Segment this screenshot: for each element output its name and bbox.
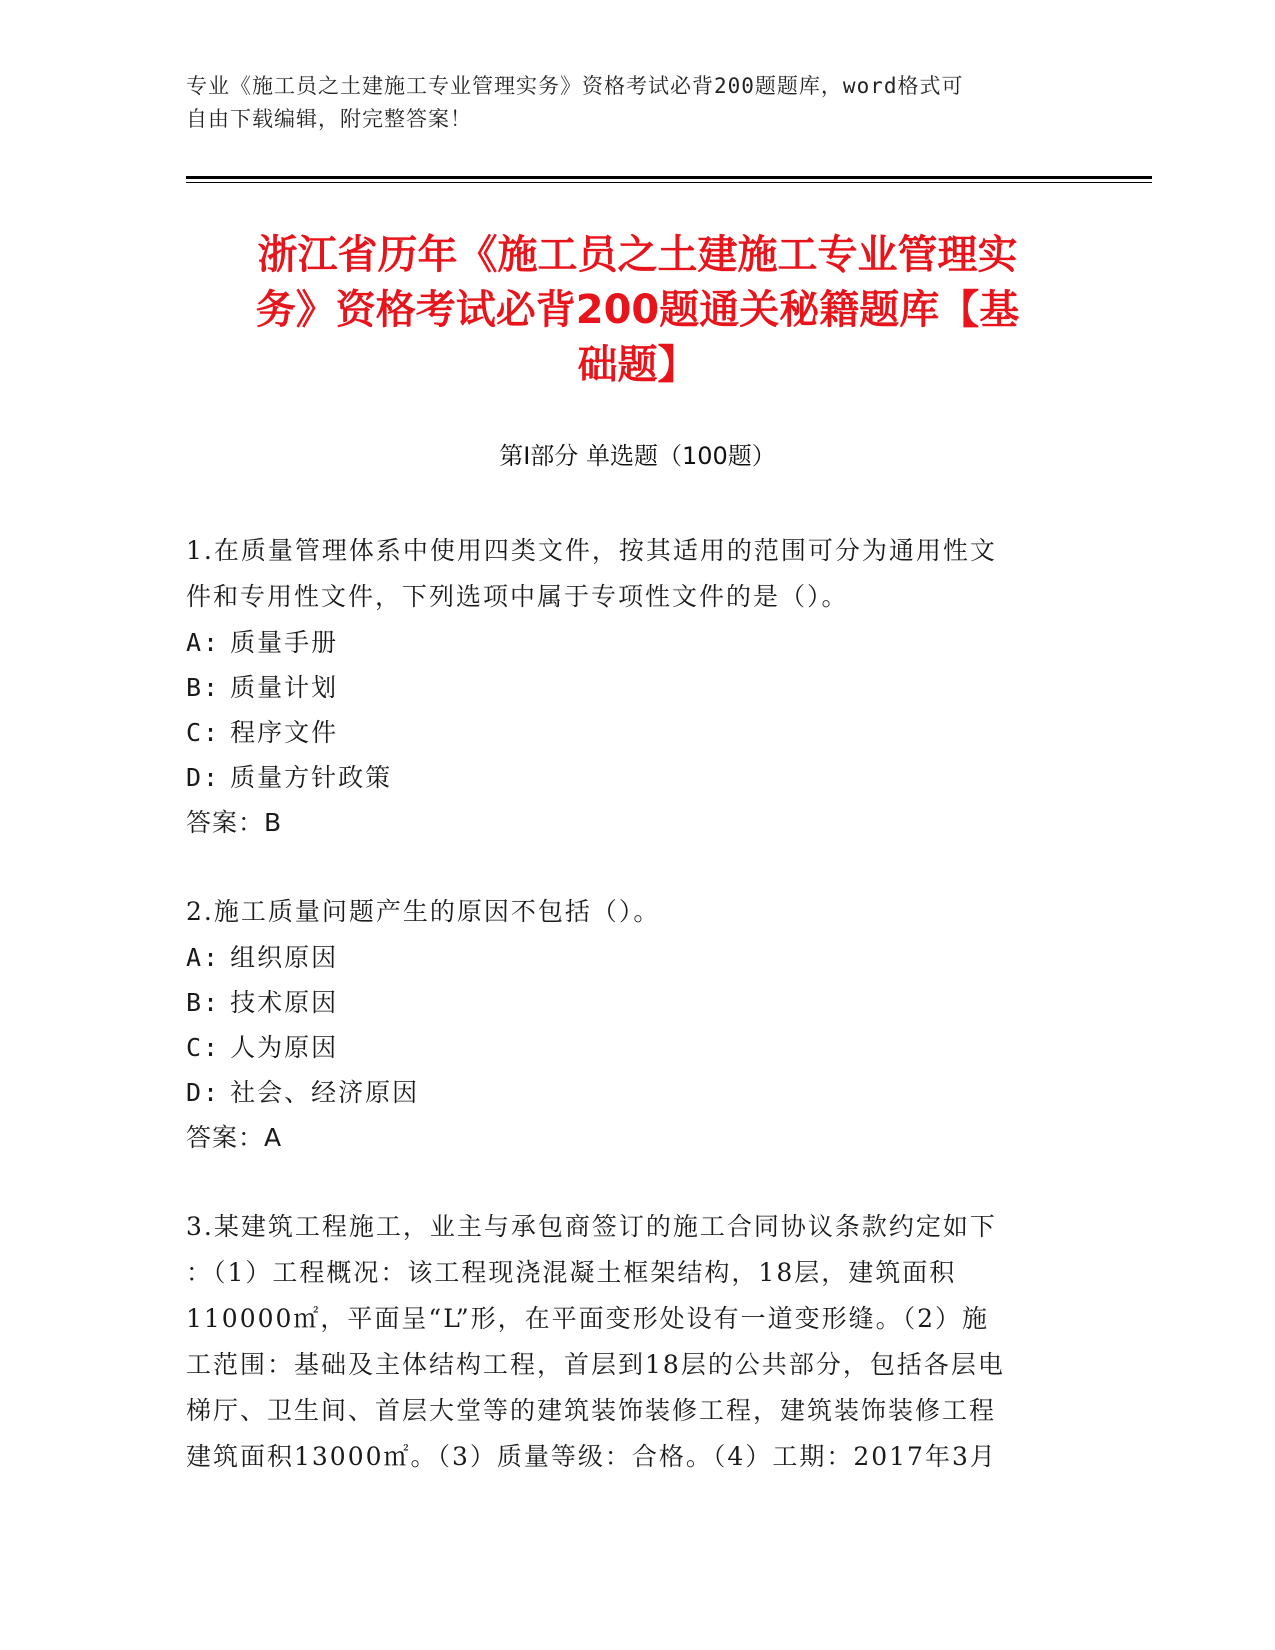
option-key: C: [186,1033,221,1062]
question-stem-line: 110000㎡，平面呈“L”形，在平面变形处设有一道变形缝。（2）施 [186,1304,990,1333]
option-key: D: [186,1078,221,1107]
question-stem-line: 2.施工质量问题产生的原因不包括（）。 [186,897,661,926]
header-divider-thick [186,176,1152,179]
option-text: 质量手册 [230,628,339,657]
option-key: B: [186,988,221,1017]
question-item [186,889,1066,1160]
question-stem-line: 建筑面积13000㎡。（3）质量等级：合格。（4）工期：2017年3月 [186,1442,997,1471]
option-d [186,755,1066,800]
header-note-line: 自由下载编辑，附完整答案！ [186,107,472,131]
option-text: 组织原因 [230,943,339,972]
option-c [186,710,1066,755]
document-title [186,228,1089,393]
option-key: A: [186,628,221,657]
option-key: B: [186,673,221,702]
question-stem-line: 工范围：基础及主体结构工程，首层到18层的公共部分，包括各层电 [186,1350,1005,1379]
option-key: A: [186,943,221,972]
title-line: 础题】 [577,342,698,388]
question-list [186,528,1066,1524]
question-stem-line: 3.某建筑工程施工，业主与承包商签订的施工合同协议条款约定如下 [186,1212,997,1241]
question-stem [186,528,1066,620]
question-stem [186,889,1066,935]
option-b [186,665,1066,710]
option-text: 程序文件 [230,718,339,747]
option-text: 质量计划 [230,673,339,702]
option-text: 质量方针政策 [230,763,393,792]
option-key: D: [186,763,221,792]
question-stem-line: 件和专用性文件，下列选项中属于专项性文件的是（）。 [186,582,849,611]
option-a [186,620,1066,665]
option-b [186,980,1066,1025]
option-key: C: [186,718,221,747]
answer-label: 答案：A [186,1123,283,1152]
question-stem [186,1204,1066,1480]
header-divider-thin [186,182,1152,183]
section-heading: 第Ⅰ部分 单选题（100题） [499,442,776,470]
option-d [186,1070,1066,1115]
question-item [186,528,1066,845]
option-text: 人为原因 [230,1033,339,1062]
question-stem-line: ：（1）工程概况：该工程现浇混凝土框架结构，18层，建筑面积 [186,1258,957,1287]
option-text: 社会、经济原因 [230,1078,420,1107]
title-line: 浙江省历年《施工员之土建施工专业管理实 [257,232,1018,278]
question-stem-line: 1.在质量管理体系中使用四类文件，按其适用的范围可分为通用性文 [186,536,997,565]
option-text: 技术原因 [230,988,339,1017]
header-note [186,70,1066,136]
option-a [186,935,1066,980]
answer-label: 答案：B [186,808,283,837]
question-stem-line: 梯厅、卫生间、首层大堂等的建筑装饰装修工程，建筑装饰装修工程 [186,1396,997,1425]
option-c [186,1025,1066,1070]
title-line: 务》资格考试必背200题通关秘籍题库【基 [255,287,1020,333]
header-note-line: 专业《施工员之土建施工专业管理实务》资格考试必背200题题库，word格式可 [186,74,964,98]
question-item [186,1204,1066,1480]
